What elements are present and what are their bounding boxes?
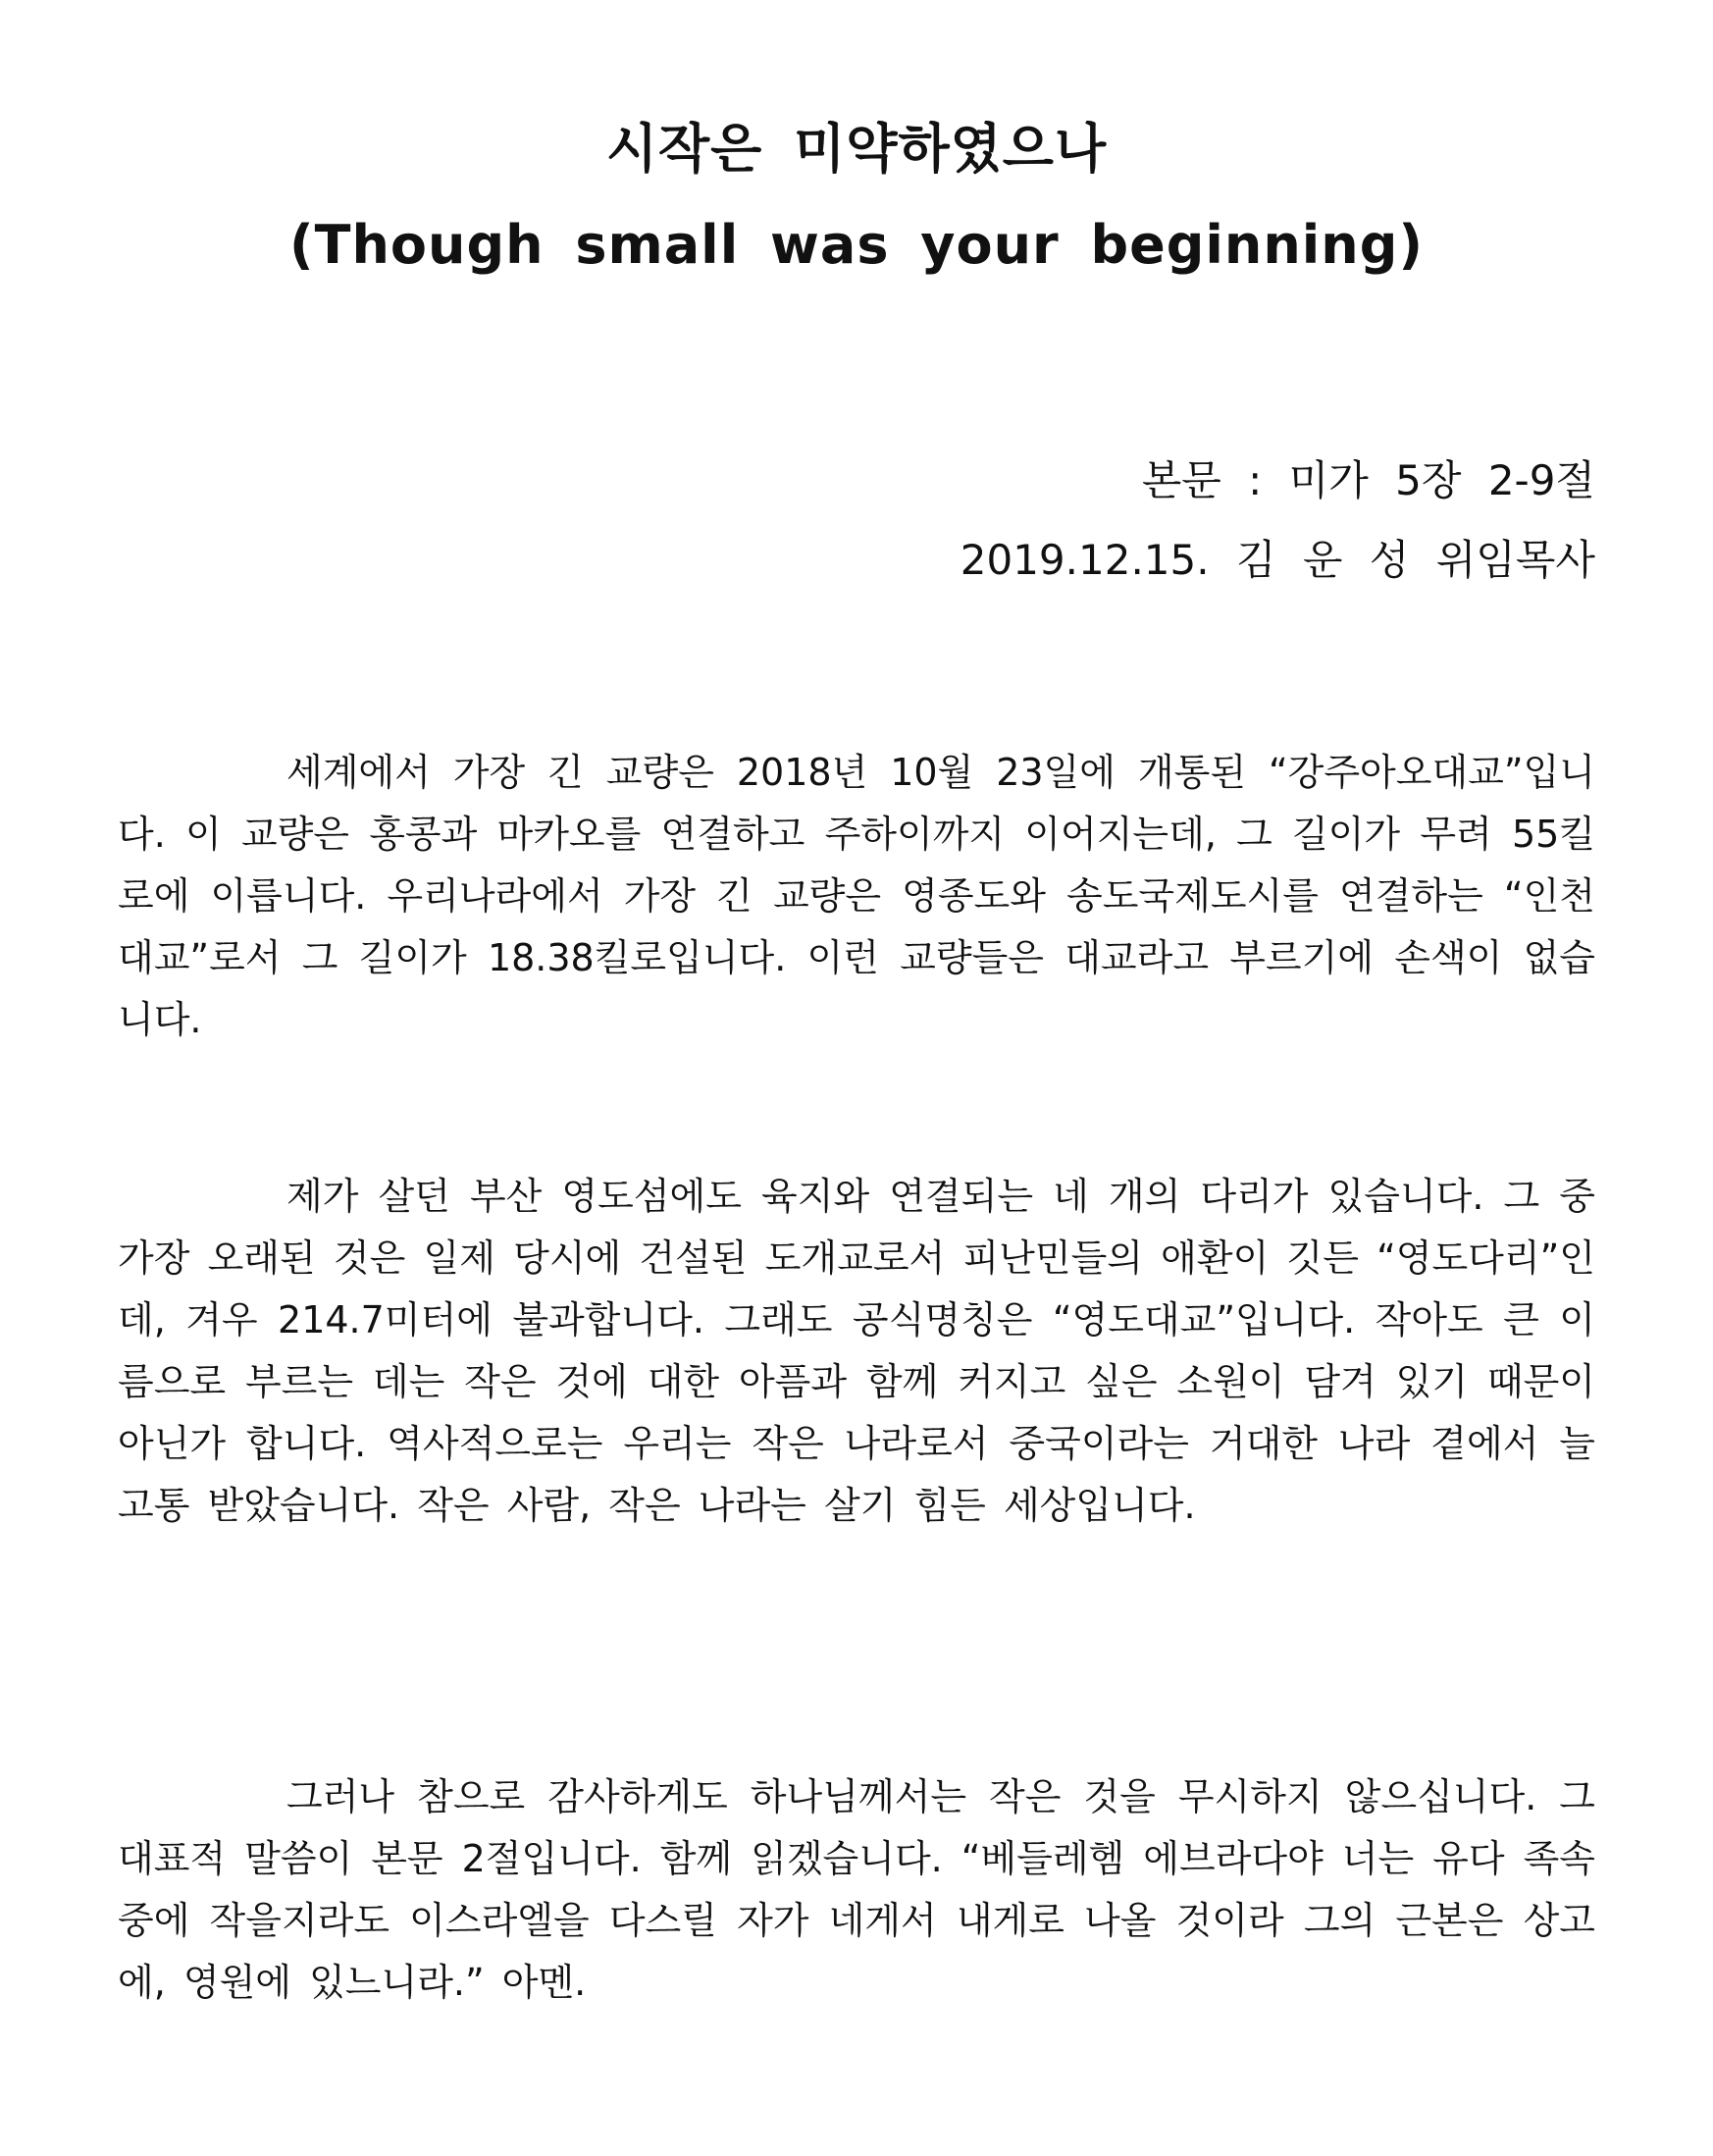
title-korean: 시작은 미약하였으나 (605, 118, 1108, 180)
paragraph-1: 세계에서 가장 긴 교량은 2018년 10월 23일에 개통된 “강주아오대교”입니다. 이 교량은 홍콩과 마카오를 연결하고 주하이까지 이어지는데, 그 길이가 무려 55킬로에 이릅니다. 우리나라에서 가장 긴 교량은 영종도와 송도국제도시를 연결하는 “인천대교”로서 그 길이가 18.38킬로입니다. 이런 교량들은 대교라고 부르기에 손색이 없습니다. (118, 751, 1595, 1041)
title-english: (Though small was your beginning) (288, 214, 1425, 276)
scripture-reference: 본문 : 미가 5장 2-9절 (1141, 456, 1595, 504)
paragraph-2: 제가 살던 부산 영도섬에도 육지와 연결되는 네 개의 다리가 있습니다. 그 중 가장 오래된 것은 일제 당시에 건설된 도개교로서 피난민들의 애환이 깃든 “영도다리”인데, 겨우 214.7미터에 불과합니다. 그래도 공식명칭은 “영도대교”입니다. 작아도 큰 이름으로 부르는 데는 작은 것에 대한 아픔과 함께 커지고 싶은 소원이 담겨 있기 때문이 아닌가 합니다. 역사적으로는 우리는 작은 나라로서 중국이라는 거대한 나라 곁에서 늘 고통 받았습니다. 작은 사람, 작은 나라는 살기 힘든 세상입니다. (118, 1175, 1595, 1527)
paragraph-3: 그러나 참으로 감사하게도 하나님께서는 작은 것을 무시하지 않으십니다. 그 대표적 말씀이 본문 2절입니다. 함께 읽겠습니다. “베들레헴 에브라다야 너는 유다 족속 중에 작을지라도 이스라엘을 다스릴 자가 네게서 내게로 나올 것이라 그의 근본은 상고에, 영원에 있느니라.” 아멘. (118, 1775, 1595, 2004)
date-author-line: 2019.12.15. 김 운 성 위임목사 (960, 536, 1595, 584)
